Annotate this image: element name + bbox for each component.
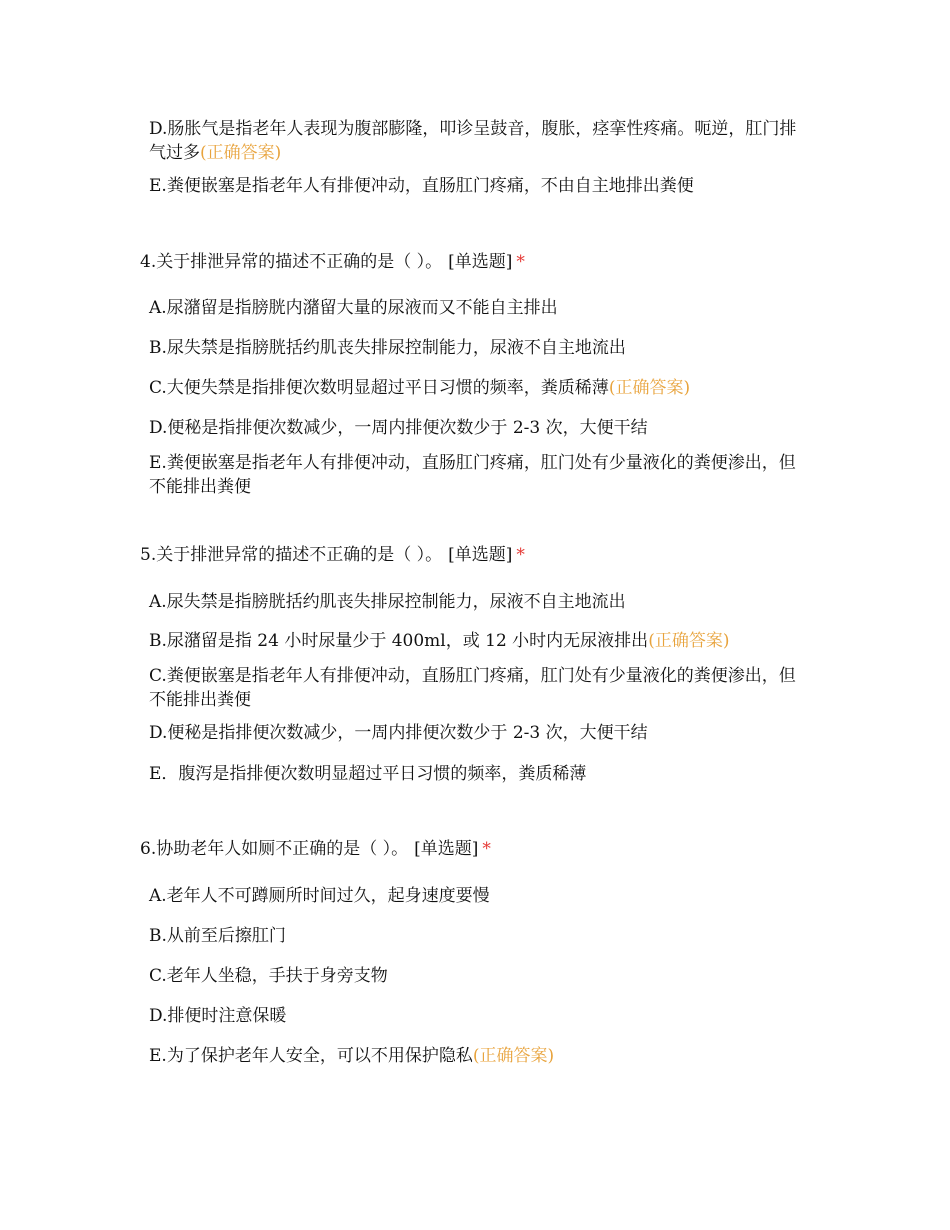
option-text: D.排便时注意保暖 [149,1006,287,1026]
option-q5-c[interactable] [149,664,809,712]
option-q4-c[interactable] [149,376,809,400]
option-q6-a[interactable] [149,884,809,908]
question-text: 6.协助老年人如厕不正确的是（ ）。 [140,839,409,859]
required-asterisk: * [482,839,491,859]
option-prev-e[interactable] [149,174,809,198]
question-text: 4.关于排泄异常的描述不正确的是（ ）。 [140,252,443,272]
option-q6-d[interactable] [149,1004,809,1028]
option-q5-d[interactable] [149,721,809,745]
option-text: E．腹泻是指排便次数明显超过平日习惯的频率，粪质稀薄 [149,764,587,784]
option-text: B.从前至后擦肛门 [149,926,286,946]
correct-answer-marker: (正确答案) [608,378,691,398]
question-title [140,250,525,274]
option-text: C.老年人坐稳，手扶于身旁支物 [149,966,388,986]
correct-answer-marker: (正确答案) [200,143,282,163]
option-q5-a[interactable] [149,590,809,614]
option-q5-e[interactable] [149,762,809,786]
option-q4-b[interactable] [149,336,809,360]
question-title [140,837,491,861]
option-text: C.大便失禁是指排便次数明显超过平日习惯的频率，粪质稀薄 [149,378,609,398]
option-text: A.老年人不可蹲厕所时间过久，起身速度要慢 [149,886,490,906]
option-text: C.粪便嵌塞是指老年人有排便冲动，直肠肛门疼痛，肛门处有少量液化的粪便渗出，但不能排出粪便 [149,666,796,710]
option-q4-e[interactable] [149,451,809,499]
correct-answer-marker: (正确答案) [472,1046,555,1066]
option-text: A.尿潴留是指膀胱内潴留大量的尿液而又不能自主排出 [149,298,558,318]
option-text: E.为了保护老年人安全，可以不用保护隐私 [149,1046,473,1066]
required-asterisk: * [516,252,525,272]
option-text: D.便秘是指排便次数减少，一周内排便次数少于 2-3 次，大便干结 [149,723,648,743]
option-prev-d[interactable] [149,117,809,165]
option-q4-d[interactable] [149,416,809,440]
option-text: B.尿失禁是指膀胱括约肌丧失排尿控制能力，尿液不自主地流出 [149,338,626,358]
question-type-tag: [单选题] [448,545,513,565]
correct-answer-marker: (正确答案) [648,631,730,651]
option-q5-b[interactable] [149,629,809,653]
option-text: E.粪便嵌塞是指老年人有排便冲动，直肠肛门疼痛，不由自主地排出粪便 [149,176,694,196]
question-text: 5.关于排泄异常的描述不正确的是（ ）。 [140,545,443,565]
question-type-tag: [单选题] [448,252,513,272]
option-text: D.肠胀气是指老年人表现为腹部膨隆，叩诊呈鼓音，腹胀，痉挛性疼痛。呃逆，肛门排气过多 [149,119,797,163]
question-title [140,543,525,567]
option-text: B.尿潴留是指 24 小时尿量少于 400ml，或 12 小时内无尿液排出 [149,631,649,651]
required-asterisk: * [516,545,525,565]
option-q6-e[interactable] [149,1044,809,1068]
option-text: A.尿失禁是指膀胱括约肌丧失排尿控制能力，尿液不自主地流出 [149,592,626,612]
option-text: E.粪便嵌塞是指老年人有排便冲动，直肠肛门疼痛，肛门处有少量液化的粪便渗出，但不能排出粪便 [149,453,796,497]
option-text: D.便秘是指排便次数减少，一周内排便次数少于 2-3 次，大便干结 [149,418,648,438]
question-type-tag: [单选题] [414,839,479,859]
option-q6-c[interactable] [149,964,809,988]
option-q6-b[interactable] [149,924,809,948]
option-q4-a[interactable] [149,296,809,320]
